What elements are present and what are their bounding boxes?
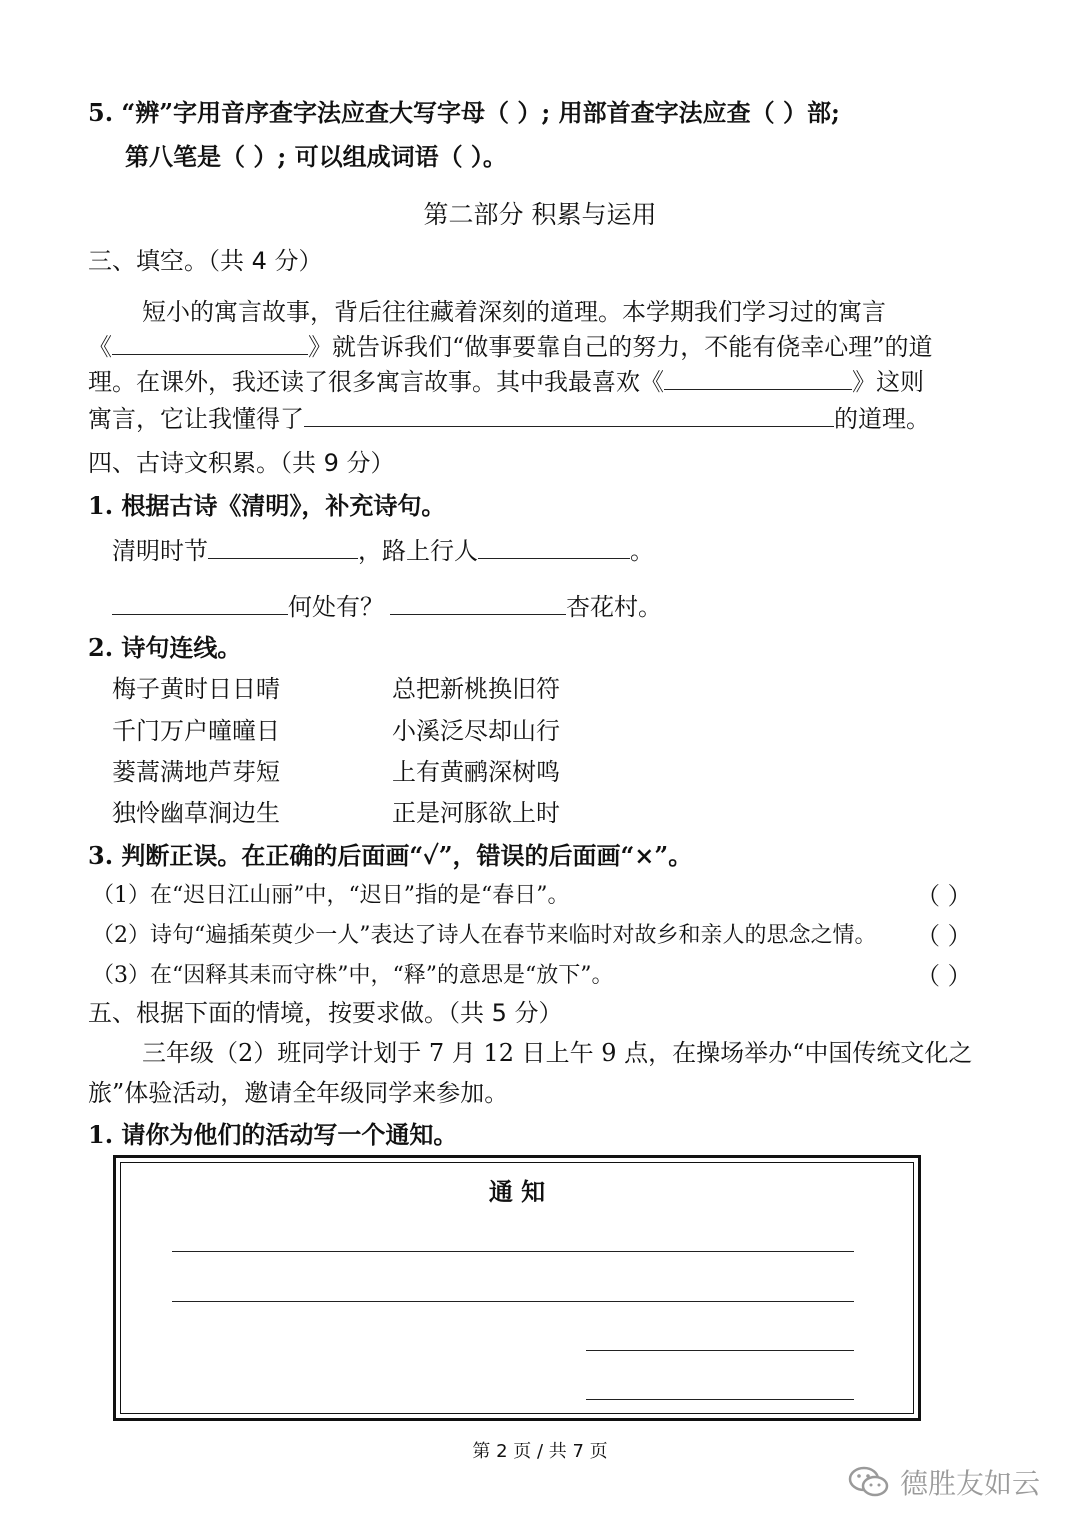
notice-write-line-1[interactable]	[172, 1251, 854, 1252]
sec3-para-line2	[88, 331, 933, 363]
sec3-para-line4	[88, 403, 930, 435]
poem-blank-4[interactable]	[390, 592, 566, 615]
sec5-para-line1: 三年级（2）班同学计划于 7 月 12 日上午 9 点，在操场举办“中国传统文化之	[142, 1039, 973, 1067]
notice-signature-line[interactable]	[586, 1350, 854, 1351]
sec3-line4-end: 的道理。	[834, 405, 930, 433]
match-right-2[interactable]: 小溪泛尽却山行	[392, 717, 560, 745]
poem-line1	[112, 535, 654, 567]
favorite-fable-blank[interactable]	[664, 367, 852, 390]
notice-title: 通 知	[488, 1177, 546, 1206]
watermark-text: 德胜友如云	[899, 1467, 1040, 1500]
judge-answer-2[interactable]: （ ）	[916, 922, 972, 950]
match-left-4[interactable]: 独怜幽草涧边生	[112, 799, 280, 827]
notice-write-line-2[interactable]	[172, 1301, 854, 1302]
sec5-q1-title: 1. 请你为他们的活动写一个通知。	[88, 1120, 458, 1149]
fable-title-blank[interactable]	[112, 332, 308, 355]
match-right-3[interactable]: 上有黄鹂深树鸣	[392, 758, 560, 786]
sec4-heading: 四、古诗文积累。（共 9 分）	[88, 449, 395, 477]
judge-answer-3[interactable]: （ ）	[916, 962, 972, 990]
match-left-2[interactable]: 千门万户曈曈日	[112, 717, 280, 745]
watermark	[848, 1462, 1040, 1502]
sec4-q2-title: 2. 诗句连线。	[88, 633, 242, 662]
judge-item-2: （2）诗句“遍插茱萸少一人”表达了诗人在春节来临时对故乡和亲人的思念之情。	[92, 923, 877, 948]
lesson-blank[interactable]	[304, 404, 834, 427]
part2-title: 第二部分 积累与运用	[423, 200, 657, 229]
poem-text-e: 杏花村。	[566, 593, 662, 621]
match-right-4[interactable]: 正是河豚欲上时	[392, 799, 560, 827]
poem-blank-2[interactable]	[478, 536, 630, 559]
poem-text-d: 何处有？	[288, 593, 384, 621]
q5-line1: 5. “辨”字用音序查字法应查大写字母（ ）; 用部首查字法应查（ ）部;	[88, 98, 840, 127]
match-left-3[interactable]: 蒌蒿满地芦芽短	[112, 758, 280, 786]
page-footer: 第 2 页 / 共 7 页	[472, 1441, 608, 1462]
poem-text-a: 清明时节	[112, 537, 208, 565]
sec3-bracket-open: 《	[88, 333, 112, 361]
wechat-icon	[848, 1464, 890, 1500]
notice-date-line[interactable]	[586, 1399, 854, 1400]
sec3-heading: 三、填空。（共 4 分）	[88, 247, 323, 275]
sec5-para-line2: 旅”体验活动，邀请全年级同学来参加。	[88, 1079, 509, 1107]
q5-line2: 第八笔是（ ）; 可以组成词语（ ）。	[125, 142, 507, 171]
sec3-line2-text: 》就告诉我们“做事要靠自己的努力，不能有侥幸心理”的道	[308, 333, 933, 361]
sec4-q3-title: 3. 判断正误。在正确的后面画“✓”，错误的后面画“×”。	[88, 841, 693, 870]
judge-item-3: （3）在“因释其耒而守株”中，“释”的意思是“放下”。	[92, 963, 614, 988]
match-left-1[interactable]: 梅子黄时日日晴	[112, 675, 280, 703]
sec3-para-line3	[88, 366, 924, 398]
judge-answer-1[interactable]: （ ）	[916, 882, 972, 910]
sec3-para-line1: 短小的寓言故事，背后往往藏着深刻的道理。本学期我们学习过的寓言	[142, 298, 886, 326]
judge-item-1: （1）在“迟日江山丽”中，“迟日”指的是“春日”。	[92, 883, 570, 908]
sec3-line3-text: 理。在课外，我还读了很多寓言故事。其中我最喜欢《	[88, 368, 664, 396]
poem-line2	[112, 591, 662, 623]
poem-blank-3[interactable]	[112, 592, 288, 615]
sec5-heading: 五、根据下面的情境，按要求做。（共 5 分）	[88, 999, 563, 1027]
match-right-1[interactable]: 总把新桃换旧符	[392, 675, 560, 703]
sec3-line3-end: 》这则	[852, 368, 924, 396]
sec4-q1-title: 1. 根据古诗《清明》，补充诗句。	[88, 491, 446, 520]
poem-text-b: ，路上行人	[358, 537, 478, 565]
sec3-line4-text: 寓言，它让我懂得了	[88, 405, 304, 433]
poem-blank-1[interactable]	[208, 536, 358, 559]
poem-text-c: 。	[630, 537, 654, 565]
